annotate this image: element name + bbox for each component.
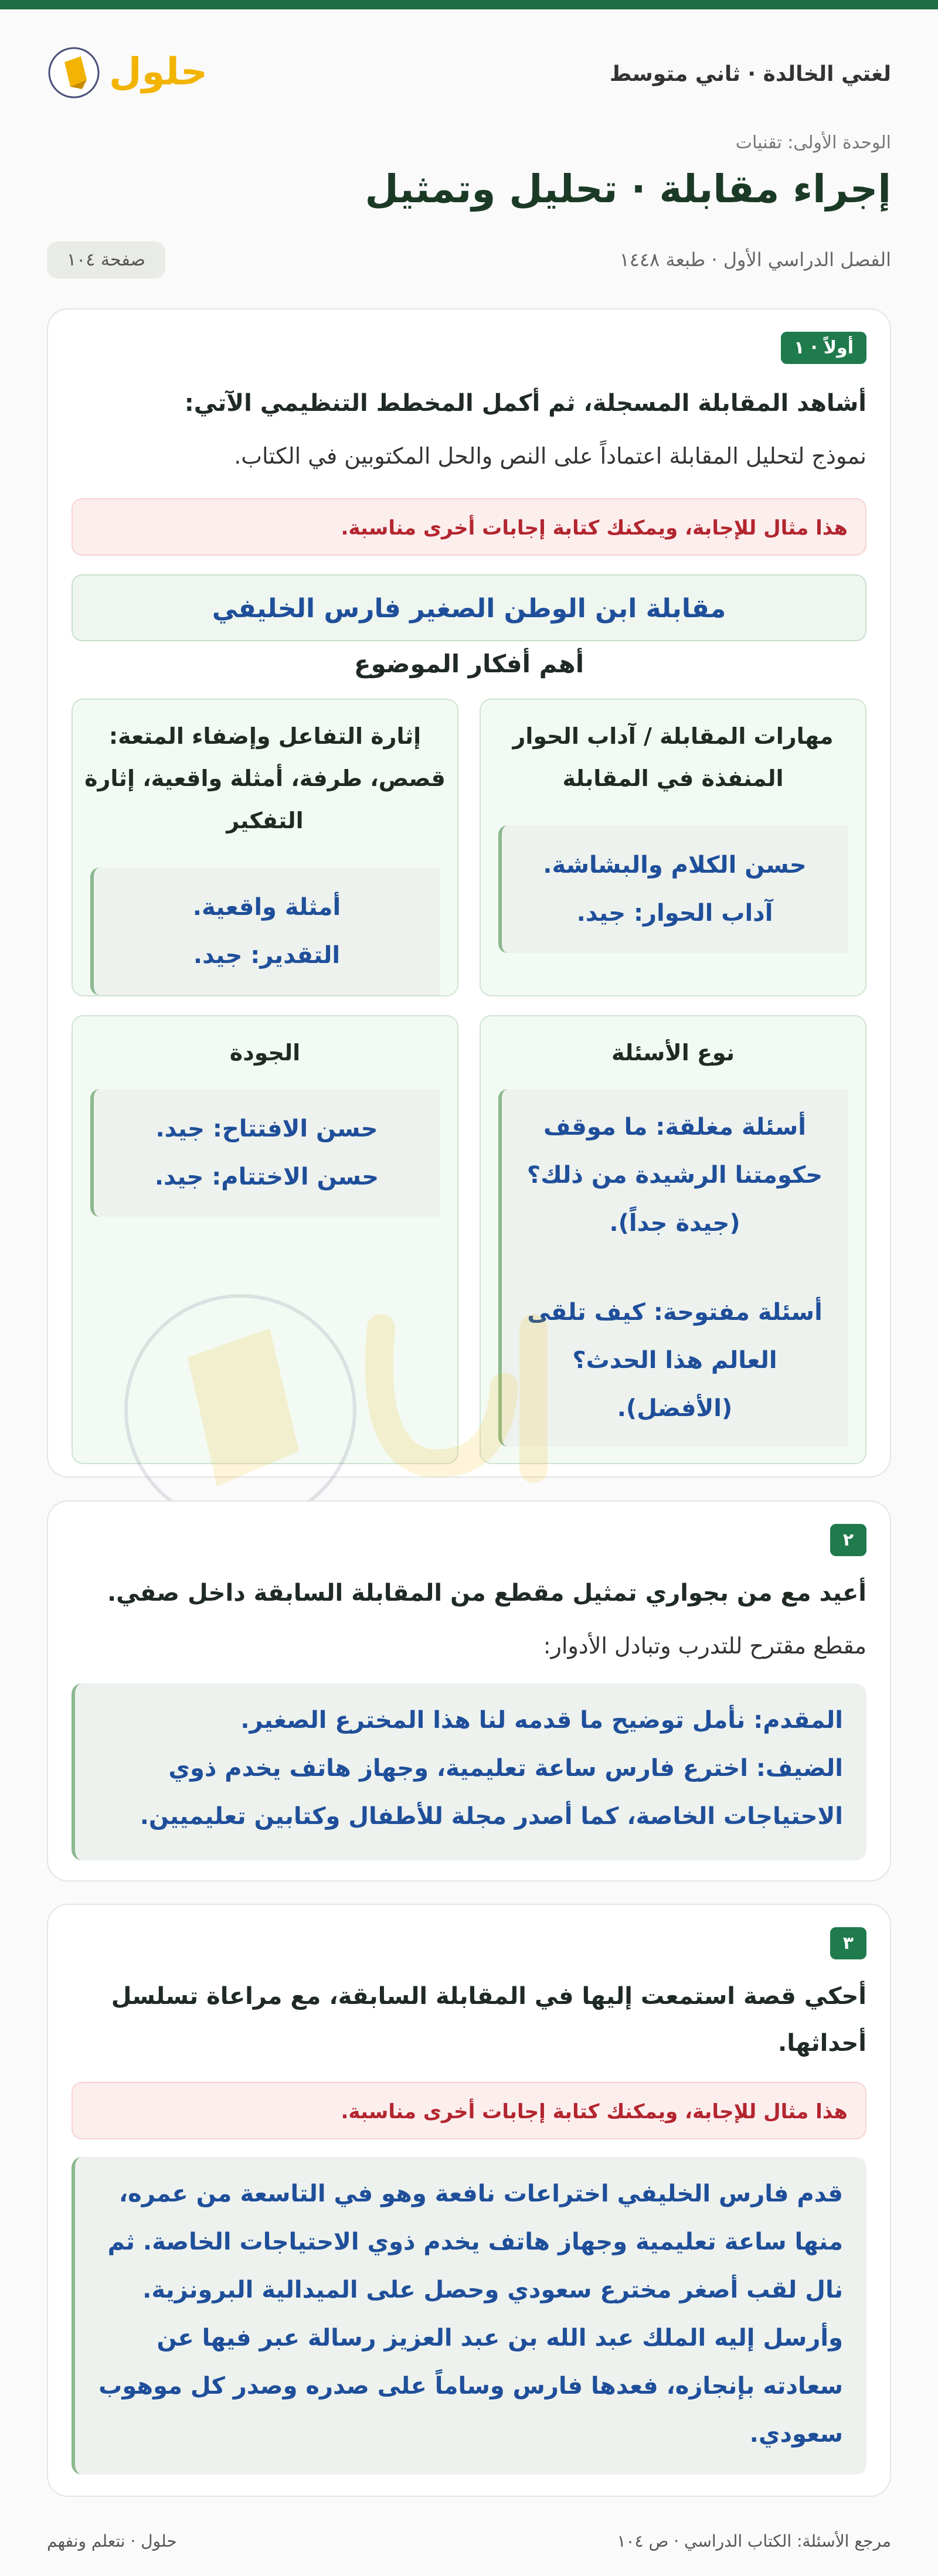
dialog-line-guest: الضيف: اخترع فارس ساعة تعليمية، وجهاز هاتف يخدم ذوي الاحتياجات الخاصة، كما أصدر مجلة للأطفال وكتابين تعليميين. bbox=[140, 1755, 843, 1830]
ideas-title: أهم أفكار الموضوع bbox=[354, 649, 584, 678]
question-text: أحكي قصة استمعت إليها في المقابلة السابقة، مع مراعاة تسلسل أحداثها. bbox=[111, 1983, 866, 2057]
idea-box-answer bbox=[498, 1089, 848, 1447]
question-card-1 bbox=[47, 308, 891, 1478]
question-subtext: مقطع مقترح للتدرب وتبادل الأدوار: bbox=[543, 1633, 866, 1659]
idea-box-title: نوع الأسئلة bbox=[611, 1040, 735, 1066]
dialog-box bbox=[72, 1683, 866, 1860]
idea-box-quality bbox=[72, 1015, 458, 1464]
answer-line: التقدير: جيد. bbox=[193, 942, 341, 969]
idea-box-answer bbox=[90, 867, 440, 995]
page-badge: صفحة ١٠٤ bbox=[47, 241, 165, 278]
question-badge: أولاً · ١ bbox=[781, 332, 866, 364]
idea-box-title: مهارات المقابلة / آداب الحوار المنفذة في المقابلة bbox=[512, 723, 834, 791]
idea-box-answer bbox=[90, 1089, 440, 1217]
answer-line: حسن الاختتام: جيد. bbox=[154, 1163, 379, 1190]
answer-line: آداب الحوار: جيد. bbox=[576, 900, 773, 927]
story-answer: قدم فارس الخليفي اختراعات نافعة وهو في التاسعة من عمره، منها ساعة تعليمية وجهاز هاتف يخدم ذوي الاحتياجات الخاصة. ثم نال لقب أصغر مخترع سعودي وحصل على الميدالية البرونزية. وأرسل إليه الملك عبد الله بن عبد العزيز رسالة عبر فيها عن سعادته بإنجازه، فعدها فارس وساماً على صدره وصدر كل موهوب سعودي. bbox=[98, 2180, 843, 2448]
question-text: أعيد مع من بجواري تمثيل مقطع من المقابلة السابقة داخل صفي. bbox=[107, 1580, 866, 1607]
idea-box-engagement bbox=[72, 699, 458, 996]
top-accent-bar bbox=[0, 0, 938, 9]
idea-box-answer bbox=[498, 825, 848, 953]
answer-note: هذا مثال للإجابة، ويمكنك كتابة إجابات أخرى مناسبة. bbox=[72, 2082, 866, 2139]
brand-title: لغتي الخالدة · ثاني متوسط bbox=[609, 62, 891, 86]
hulul-logo[interactable] bbox=[47, 39, 217, 103]
unit-label: الوحدة الأولى: تقنيات bbox=[735, 132, 891, 153]
footer-reference: مرجع الأسئلة: الكتاب الدراسي · ص ١٠٤ bbox=[617, 2531, 891, 2551]
question-badge: ٣ bbox=[830, 1927, 866, 1959]
question-card-2 bbox=[47, 1500, 891, 1881]
footer-brand: حلول · نتعلم ونفهم bbox=[47, 2531, 177, 2551]
answer-line: حسن الكلام والبشاشة. bbox=[543, 852, 807, 879]
dialog-line-host: المقدم: نأمل توضيح ما قدمه لنا هذا المخترع الصغير. bbox=[240, 1707, 843, 1734]
answer-note: هذا مثال للإجابة، ويمكنك كتابة إجابات أخرى مناسبة. bbox=[72, 498, 866, 556]
answer-line: أسئلة مغلقة: ما موقف حكومتنا الرشيدة من ذلك؟ (جيدة جداً). bbox=[526, 1114, 823, 1237]
story-answer-box bbox=[72, 2157, 866, 2475]
question-badge: ٢ bbox=[830, 1524, 866, 1556]
question-text: أشاهد المقابلة المسجلة، ثم أكمل المخطط التنظيمي الآتي: bbox=[184, 390, 866, 417]
interview-title-box: مقابلة ابن الوطن الصغير فارس الخليفي bbox=[72, 574, 866, 641]
question-subtext: نموذج لتحليل المقابلة اعتماداً على النص والحل المكتوبين في الكتاب. bbox=[234, 443, 866, 469]
semester-label: الفصل الدراسي الأول · طبعة ١٤٤٨ bbox=[619, 249, 891, 271]
answer-line: أمثلة واقعية. bbox=[192, 894, 341, 921]
idea-box-skills bbox=[480, 699, 866, 996]
answer-line: أسئلة مفتوحة: كيف تلقى العالم هذا الحدث؟ (الأفضل). bbox=[527, 1299, 823, 1422]
lesson-title: إجراء مقابلة · تحليل وتمثيل bbox=[365, 166, 891, 212]
idea-box-title: إثارة التفاعل وإضفاء المتعة: قصص، طرفة، أمثلة واقعية، إثارة التفكير bbox=[84, 723, 446, 833]
logo-text: حلول bbox=[109, 50, 208, 94]
question-card-3 bbox=[47, 1904, 891, 2497]
answer-line: حسن الافتتاح: جيد. bbox=[155, 1115, 378, 1142]
idea-box-question-types bbox=[480, 1015, 866, 1464]
idea-box-title: الجودة bbox=[229, 1040, 301, 1066]
